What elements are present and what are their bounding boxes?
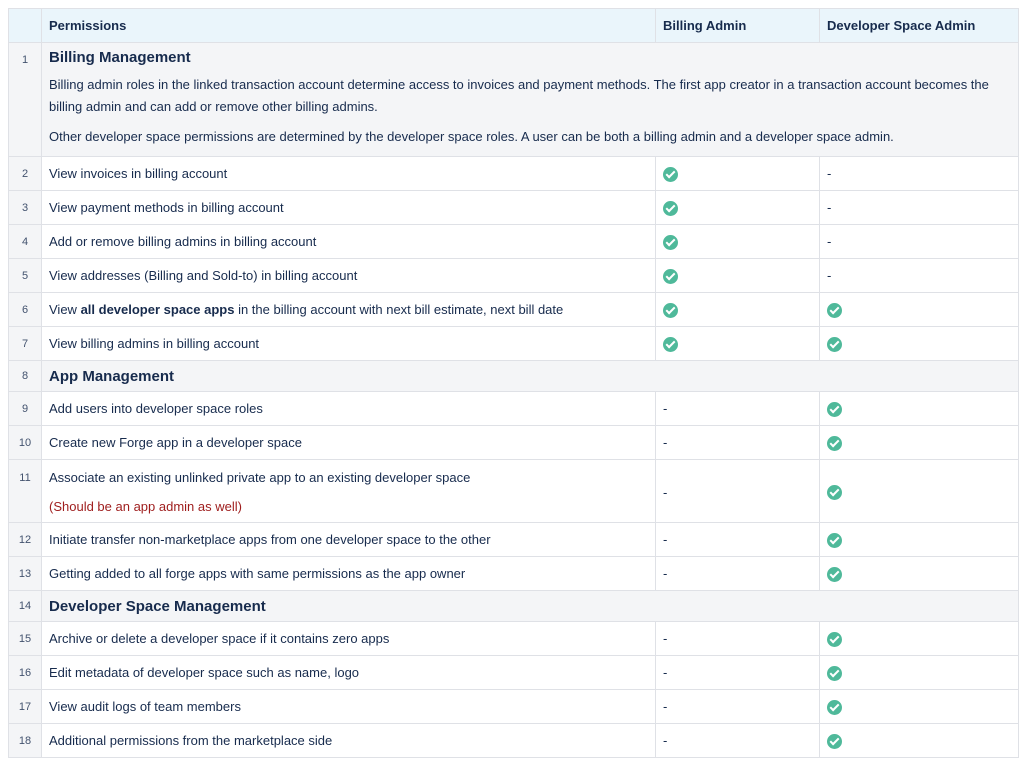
row-number: 5 [9,259,42,293]
dash: - [663,566,668,581]
row-number: 6 [9,293,42,327]
permission-label: View payment methods in billing account [42,191,656,225]
permission-label: Add users into developer space roles [42,392,656,426]
check-circle-icon [827,567,842,582]
table-row [9,293,1019,327]
billing-admin-cell [656,724,820,758]
dash: - [663,435,668,450]
dash: - [827,166,832,181]
label-text: View [49,302,81,317]
row-number: 3 [9,191,42,225]
row-number: 16 [9,656,42,690]
section-row-app-management [9,361,1019,392]
section-title: Developer Space Management [42,591,1019,622]
developer-space-admin-cell [820,724,1019,758]
developer-space-admin-cell [820,327,1019,361]
section-cell [42,43,1019,157]
row-number: 9 [9,392,42,426]
permission-label [42,460,656,523]
check-circle-icon [827,303,842,318]
dash: - [827,200,832,215]
section-row-billing-management [9,43,1019,157]
table-row [9,259,1019,293]
row-number: 14 [9,591,42,622]
developer-space-admin-column-header: Developer Space Admin [820,9,1019,43]
dash: - [663,699,668,714]
permission-label: View billing admins in billing account [42,327,656,361]
table-row [9,191,1019,225]
check-circle-icon [827,700,842,715]
developer-space-admin-cell [820,259,1019,293]
dash: - [827,234,832,249]
dash: - [663,532,668,547]
check-circle-icon [663,167,678,182]
table-row [9,225,1019,259]
billing-admin-cell [656,523,820,557]
check-circle-icon [827,734,842,749]
table-row [9,426,1019,460]
check-circle-icon [827,337,842,352]
check-circle-icon [663,235,678,250]
section-title: Billing Management [49,49,191,66]
section-title: App Management [42,361,1019,392]
developer-space-admin-cell [820,191,1019,225]
row-number-header [9,9,42,43]
row-number: 12 [9,523,42,557]
table-row [9,690,1019,724]
table-row [9,460,1019,523]
billing-admin-cell [656,690,820,724]
developer-space-admin-cell [820,460,1019,523]
billing-admin-cell [656,225,820,259]
row-number: 18 [9,724,42,758]
permission-label: View addresses (Billing and Sold-to) in billing account [42,259,656,293]
billing-admin-cell [656,622,820,656]
row-number: 13 [9,557,42,591]
dash: - [663,401,668,416]
row-number: 10 [9,426,42,460]
developer-space-admin-cell [820,293,1019,327]
check-circle-icon [663,303,678,318]
check-circle-icon [827,632,842,647]
billing-admin-column-header: Billing Admin [656,9,820,43]
table-row [9,622,1019,656]
table-row [9,557,1019,591]
developer-space-admin-cell [820,557,1019,591]
table-row [9,656,1019,690]
label-text: in the billing account with next bill estimate, next bill date [234,302,564,317]
developer-space-admin-cell [820,157,1019,191]
row-number: 1 [9,43,42,157]
row-number: 8 [9,361,42,392]
table-row [9,327,1019,361]
permission-label: Getting added to all forge apps with same permissions as the app owner [42,557,656,591]
developer-space-admin-cell [820,523,1019,557]
row-number: 2 [9,157,42,191]
table-row [9,392,1019,426]
permission-label: Initiate transfer non-marketplace apps from one developer space to the other [42,523,656,557]
billing-admin-cell [656,259,820,293]
billing-admin-cell [656,157,820,191]
check-circle-icon [827,402,842,417]
billing-admin-cell [656,656,820,690]
permission-label: Edit metadata of developer space such as name, logo [42,656,656,690]
dash: - [663,484,668,500]
permission-label: Add or remove billing admins in billing account [42,225,656,259]
developer-space-admin-cell [820,392,1019,426]
check-circle-icon [827,436,842,451]
developer-space-admin-cell [820,225,1019,259]
billing-admin-cell [656,293,820,327]
row-number: 4 [9,225,42,259]
billing-admin-cell [656,191,820,225]
billing-admin-cell [656,460,820,523]
check-circle-icon [663,337,678,352]
permission-label [42,293,656,327]
dash: - [663,733,668,748]
developer-space-admin-cell [820,690,1019,724]
dash: - [827,268,832,283]
check-circle-icon [663,201,678,216]
label-text: Associate an existing unlinked private app to an existing developer space [49,470,471,485]
dash: - [663,665,668,680]
billing-admin-cell [656,327,820,361]
row-number: 7 [9,327,42,361]
check-circle-icon [827,666,842,681]
billing-admin-cell [656,392,820,426]
table-row [9,523,1019,557]
check-circle-icon [827,485,842,500]
row-number: 17 [9,690,42,724]
section-description: Billing admin roles in the linked transaction account determine access to invoices and payment methods. The first app creator in a transaction account becomes the billing admin and can add or remove other billing admins. [49,77,989,114]
row-number: 11 [9,460,42,523]
dash: - [663,631,668,646]
row-number: 15 [9,622,42,656]
developer-space-admin-cell [820,656,1019,690]
table-row [9,724,1019,758]
permission-note: (Should be an app admin as well) [49,499,242,514]
permission-label: View invoices in billing account [42,157,656,191]
check-circle-icon [827,533,842,548]
billing-admin-cell [656,557,820,591]
permission-label: Archive or delete a developer space if it contains zero apps [42,622,656,656]
developer-space-admin-cell [820,426,1019,460]
permissions-table [8,8,1019,758]
permissions-table-wrapper [8,8,1018,758]
permissions-column-header: Permissions [42,9,656,43]
check-circle-icon [663,269,678,284]
section-description: Other developer space permissions are determined by the developer space roles. A user can be both a billing admin and a developer space admin. [49,129,894,144]
table-header-row [9,9,1019,43]
permission-label: View audit logs of team members [42,690,656,724]
permission-label: Create new Forge app in a developer space [42,426,656,460]
label-bold-text: all developer space apps [80,302,235,317]
table-row [9,157,1019,191]
section-row-developer-space-management [9,591,1019,622]
billing-admin-cell [656,426,820,460]
permission-label: Additional permissions from the marketplace side [42,724,656,758]
developer-space-admin-cell [820,622,1019,656]
